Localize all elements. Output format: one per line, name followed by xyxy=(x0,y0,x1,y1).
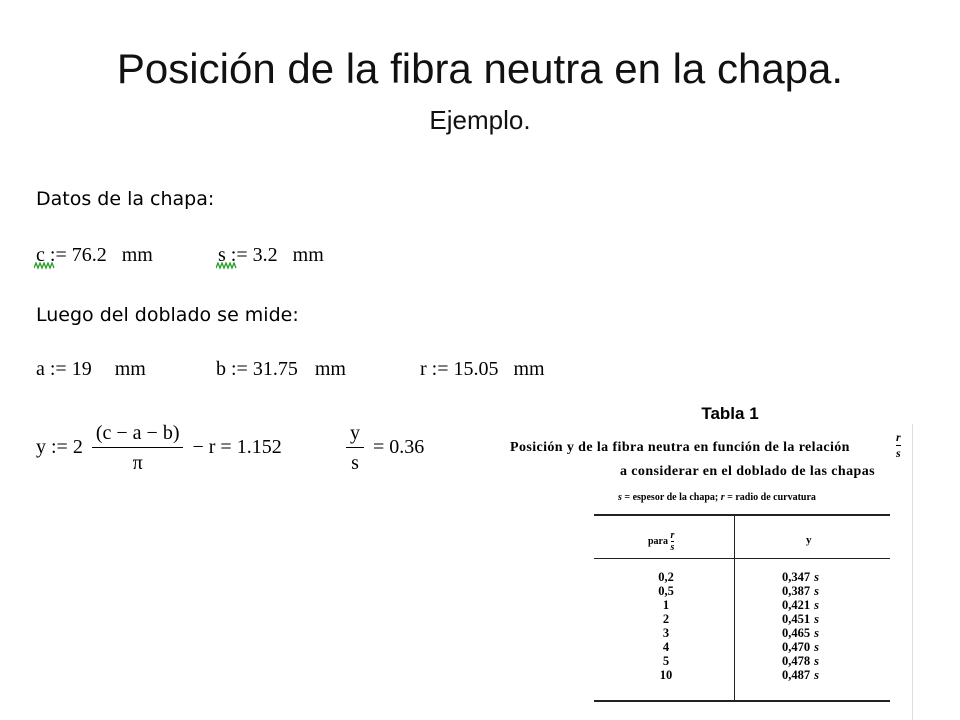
table-column-y xyxy=(782,570,852,682)
table-cell-y xyxy=(782,654,852,668)
chapa-c-assign: := 76.2 xyxy=(49,244,107,266)
table-cell-y-unit: s xyxy=(814,626,819,640)
medida-r-unit: mm xyxy=(513,358,545,380)
slide-title: Posición de la fibra neutra en la chapa. xyxy=(116,45,844,92)
table-cell-y-value: 0,347 xyxy=(782,570,811,584)
section-label-datos: Datos de la chapa: xyxy=(36,188,215,210)
chapa-s-unit: mm xyxy=(292,244,324,266)
formula-y-denominator: π xyxy=(92,447,184,475)
spellcheck-squiggle-icon xyxy=(216,262,238,270)
scanned-table-image xyxy=(500,424,930,720)
medida-r-equation xyxy=(420,358,545,381)
table-cell-y-unit: s xyxy=(814,598,819,612)
table-cell-y-unit: s xyxy=(814,612,819,626)
scan-note-r: r xyxy=(720,492,725,503)
formula-ratio-rhs: = 0.36 xyxy=(373,436,425,459)
chapa-c-var: c xyxy=(36,244,45,266)
table-cell-para: 5 xyxy=(662,654,670,668)
table-header-rule xyxy=(594,558,890,559)
table-cell-y xyxy=(782,640,852,654)
table-cell-y-unit: s xyxy=(814,570,819,584)
table-cell-y xyxy=(782,668,852,682)
table-cell-y-value: 0,465 xyxy=(782,626,811,640)
slide-subtitle: Ejemplo. xyxy=(429,105,531,135)
section-label-doblado: Luego del doblado se mide: xyxy=(36,304,299,326)
formula-y-numerator: (c − a − b) xyxy=(95,422,180,444)
table-cell-y xyxy=(782,584,852,598)
chapa-s-equation xyxy=(218,244,324,267)
table-cell-para: 1 xyxy=(662,598,670,612)
formula-ratio-numerator: y xyxy=(350,422,360,444)
table-column-divider xyxy=(734,514,735,702)
scan-note-r-text: = radio de curvatura xyxy=(724,492,816,503)
medida-b-unit: mm xyxy=(314,358,346,380)
scan-ratio-fraction xyxy=(896,430,901,461)
table-column-para xyxy=(648,570,684,682)
table-cell-para: 4 xyxy=(662,640,670,654)
medida-r: r := 15.05 xyxy=(420,358,499,380)
chapa-c-equation xyxy=(36,244,153,267)
table-cell-para: 3 xyxy=(662,626,670,640)
table-header-frac-num: r xyxy=(670,530,675,541)
medida-a-equation xyxy=(36,358,146,381)
table-header-frac-den: s xyxy=(670,542,675,553)
medida-a: a := 19 xyxy=(36,358,92,380)
table-cell-y-value: 0,470 xyxy=(782,640,811,654)
table-cell-y xyxy=(782,626,852,640)
table-cell-y xyxy=(782,570,852,584)
scan-note xyxy=(618,492,816,503)
table-header-fraction xyxy=(671,530,675,553)
chapa-c-unit: mm xyxy=(121,244,153,266)
table-header-y: y xyxy=(806,534,812,546)
scan-title-line1: Posición y de la fibra neutra en función de la relación xyxy=(510,440,850,455)
scan-note-s: s xyxy=(618,492,622,503)
chapa-s-assign: := 3.2 xyxy=(230,244,278,266)
table-cell-y-unit: s xyxy=(814,640,819,654)
table-header-para xyxy=(648,530,674,553)
table-cell-y-value: 0,421 xyxy=(782,598,811,612)
scan-ratio-num: r xyxy=(896,430,901,444)
scan-edge-line xyxy=(912,424,913,720)
formula-ratio-fraction xyxy=(346,422,364,475)
formula-y xyxy=(36,422,282,475)
chapa-s-var: s xyxy=(218,244,226,266)
table-cell-para: 0,2 xyxy=(658,570,674,584)
table-header-para-label: para xyxy=(648,535,668,547)
spellcheck-squiggle-icon xyxy=(34,262,56,270)
table-cell-y-value: 0,387 xyxy=(782,584,811,598)
table-cell-para: 0,5 xyxy=(658,584,674,598)
medida-b: b := 31.75 xyxy=(216,358,298,380)
table-cell-y-unit: s xyxy=(814,654,819,668)
table-cell-para: 2 xyxy=(662,612,670,626)
formula-y-rhs: − r = 1.152 xyxy=(192,436,282,459)
table-cell-y xyxy=(782,612,852,626)
table-cell-y xyxy=(782,598,852,612)
table-cell-y-value: 0,478 xyxy=(782,654,811,668)
scan-ratio-den: s xyxy=(896,446,901,460)
scan-title-line2: a considerar en el doblado de las chapas xyxy=(620,464,875,479)
table-cell-y-value: 0,451 xyxy=(782,612,811,626)
formula-ratio xyxy=(342,422,424,475)
formula-y-lhs: y := 2 xyxy=(36,436,83,459)
medida-a-unit: mm xyxy=(114,358,146,380)
medida-b-equation xyxy=(216,358,346,381)
table-cell-y-value: 0,487 xyxy=(782,668,811,682)
table-bottom-rule xyxy=(594,700,890,702)
formula-y-fraction xyxy=(92,422,184,475)
formula-ratio-denominator: s xyxy=(346,447,364,475)
table-caption: Tabla 1 xyxy=(701,404,759,423)
table-cell-para: 10 xyxy=(659,668,673,682)
table-cell-y-unit: s xyxy=(814,668,819,682)
scan-note-s-text: = espesor de la chapa; xyxy=(621,492,721,503)
table-cell-y-unit: s xyxy=(814,584,819,598)
table-top-rule xyxy=(594,514,890,516)
